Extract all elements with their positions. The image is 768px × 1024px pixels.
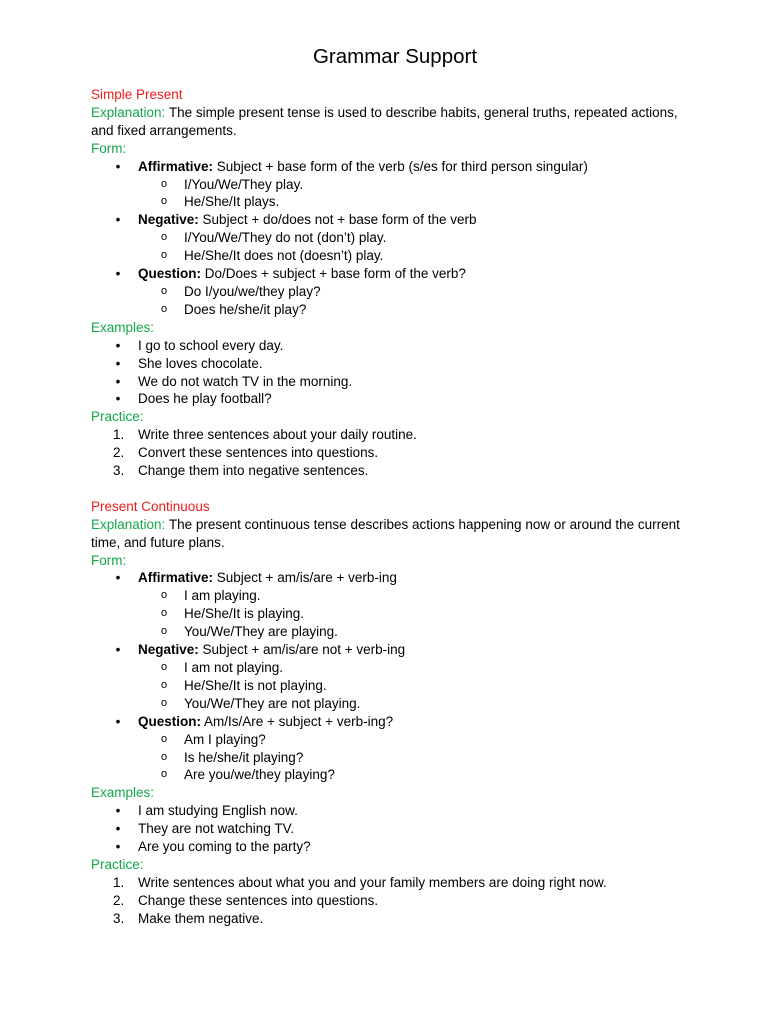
form-example-text: You/We/They are playing.	[184, 624, 338, 640]
example-item	[91, 373, 688, 391]
form-example-text: You/We/They are not playing.	[184, 695, 361, 711]
sub-bullet-marker: o	[160, 589, 168, 602]
section-simple-present	[91, 86, 688, 480]
form-item-label: Question:	[138, 266, 201, 282]
example-text: They are not watching TV.	[138, 821, 295, 837]
sub-bullet-marker: o	[160, 195, 168, 208]
sub-bullet-marker: o	[160, 750, 168, 763]
form-item-label: Affirmative:	[138, 570, 214, 586]
form-item-label: Negative:	[138, 642, 199, 658]
practice-text: Make them negative.	[138, 910, 264, 926]
page-title: Grammar Support	[312, 45, 478, 68]
form-list	[91, 158, 688, 319]
practice-text: Write sentences about what you and your family members are doing right now.	[138, 874, 607, 890]
practice-list	[91, 874, 688, 928]
sub-bullet-marker: o	[160, 284, 168, 297]
form-example-text: He/She/It plays.	[184, 194, 280, 210]
bullet-marker: •	[115, 803, 121, 819]
form-item-negative	[91, 641, 688, 659]
sub-bullet-marker: o	[160, 678, 168, 691]
example-item	[91, 355, 688, 373]
section-heading: Present Continuous	[91, 498, 210, 514]
bullet-marker: •	[115, 839, 121, 855]
form-item-negative	[91, 211, 688, 229]
form-example-text: Am I playing?	[184, 731, 266, 747]
form-label: Form:	[91, 140, 127, 156]
explanation-text: The present continuous tense describes actions happening now or around the current time, and future plans.	[91, 516, 680, 550]
form-example-text: Does he/she/it play?	[184, 301, 307, 317]
bullet-marker: •	[115, 158, 121, 174]
bullet-marker: •	[115, 266, 121, 282]
form-example-text: I am not playing.	[184, 659, 284, 675]
form-example	[91, 677, 688, 695]
explanation-label: Explanation:	[91, 516, 166, 532]
form-example-text: He/She/It is playing.	[184, 606, 305, 622]
practice-item	[91, 462, 688, 480]
form-item-affirmative	[91, 158, 688, 176]
practice-text: Change these sentences into questions.	[138, 892, 379, 908]
sub-bullet-marker: o	[160, 302, 168, 315]
bullet-marker: •	[115, 355, 121, 371]
explanation-text: The simple present tense is used to describe habits, general truths, repeated actions, and fixed arrangements.	[91, 104, 678, 138]
section-heading: Simple Present	[91, 87, 183, 102]
example-text: I go to school every day.	[138, 337, 284, 353]
example-text: She loves chocolate.	[138, 355, 263, 371]
form-item-rule: Subject + base form of the verb (s/es for third person singular)	[216, 158, 588, 174]
example-item	[91, 802, 688, 820]
sub-bullet-marker: o	[160, 249, 168, 262]
form-item-affirmative	[91, 569, 688, 587]
practice-item	[91, 892, 688, 910]
form-example-text: He/She/It does not (doesn’t) play.	[184, 248, 384, 264]
form-example	[91, 623, 688, 641]
practice-item	[91, 874, 688, 892]
number-marker: 1.	[113, 427, 125, 443]
practice-item	[91, 910, 688, 928]
example-text: Does he play football?	[138, 391, 272, 407]
sub-bullet-marker: o	[160, 607, 168, 620]
explanation-label: Explanation:	[91, 104, 166, 120]
form-example	[91, 283, 688, 301]
form-example	[91, 247, 688, 265]
bullet-marker: •	[115, 212, 121, 228]
number-marker: 1.	[113, 874, 125, 890]
bullet-marker: •	[115, 391, 121, 407]
form-example	[91, 176, 688, 194]
form-example-text: I am playing.	[184, 588, 261, 604]
example-text: Are you coming to the party?	[138, 839, 311, 855]
example-item	[91, 337, 688, 355]
form-example-text: I/You/We/They play.	[184, 176, 304, 192]
sub-bullet-marker: o	[160, 177, 168, 190]
practice-text: Change them into negative sentences.	[138, 463, 369, 479]
example-item	[91, 820, 688, 838]
form-item-rule: Subject + am/is/are not + verb-ing	[202, 642, 406, 658]
form-example	[91, 229, 688, 247]
form-example	[91, 301, 688, 319]
form-example-text: Are you/we/they playing?	[184, 767, 335, 783]
bullet-marker: •	[115, 821, 121, 837]
form-item-question	[91, 265, 688, 283]
explanation	[91, 516, 688, 552]
bullet-marker: •	[115, 642, 121, 658]
bullet-marker: •	[115, 373, 121, 389]
number-marker: 3.	[113, 463, 125, 479]
sub-bullet-marker: o	[160, 625, 168, 638]
number-marker: 2.	[113, 892, 125, 908]
sub-bullet-marker: o	[160, 696, 168, 709]
practice-label: Practice:	[91, 856, 144, 872]
form-item-rule: Am/Is/Are + subject + verb-ing?	[204, 713, 394, 729]
practice-label: Practice:	[91, 409, 144, 425]
bullet-marker: •	[115, 337, 121, 353]
form-item-label: Question:	[138, 713, 201, 729]
examples-list	[91, 337, 688, 409]
sub-bullet-marker: o	[160, 231, 168, 244]
practice-item	[91, 426, 688, 444]
sub-bullet-marker: o	[160, 660, 168, 673]
examples-label: Examples:	[91, 785, 155, 801]
bullet-marker: •	[115, 713, 121, 729]
form-example-text: I/You/We/They do not (don’t) play.	[184, 230, 387, 246]
section-present-continuous	[91, 498, 688, 928]
form-example	[91, 766, 688, 784]
form-example	[91, 731, 688, 749]
form-item-label: Affirmative:	[138, 158, 214, 174]
example-item	[91, 838, 688, 856]
practice-list	[91, 426, 688, 480]
form-example-text: Is he/she/it playing?	[184, 749, 304, 765]
example-text: We do not watch TV in the morning.	[138, 373, 353, 389]
form-item-rule: Subject + do/does not + base form of the verb	[202, 212, 477, 228]
form-example	[91, 695, 688, 713]
form-list	[91, 569, 688, 784]
form-example	[91, 749, 688, 767]
form-example-text: He/She/It is not playing.	[184, 677, 327, 693]
example-item	[91, 390, 688, 408]
form-item-rule: Subject + am/is/are + verb-ing	[216, 570, 397, 586]
form-example	[91, 193, 688, 211]
examples-label: Examples:	[91, 319, 155, 335]
form-example-text: Do I/you/we/they play?	[184, 283, 321, 299]
number-marker: 3.	[113, 910, 125, 926]
form-item-question	[91, 713, 688, 731]
practice-item	[91, 444, 688, 462]
bullet-marker: •	[115, 570, 121, 586]
sub-bullet-marker: o	[160, 732, 168, 745]
practice-text: Convert these sentences into questions.	[138, 445, 379, 461]
form-example	[91, 659, 688, 677]
sub-bullet-marker: o	[160, 768, 168, 781]
examples-list	[91, 802, 688, 856]
number-marker: 2.	[113, 445, 125, 461]
explanation	[91, 104, 688, 140]
example-text: I am studying English now.	[138, 803, 298, 819]
practice-text: Write three sentences about your daily routine.	[138, 427, 417, 443]
form-label: Form:	[91, 552, 127, 568]
form-example	[91, 587, 688, 605]
form-item-rule: Do/Does + subject + base form of the verb?	[204, 266, 466, 282]
form-item-label: Negative:	[138, 212, 199, 228]
form-example	[91, 605, 688, 623]
